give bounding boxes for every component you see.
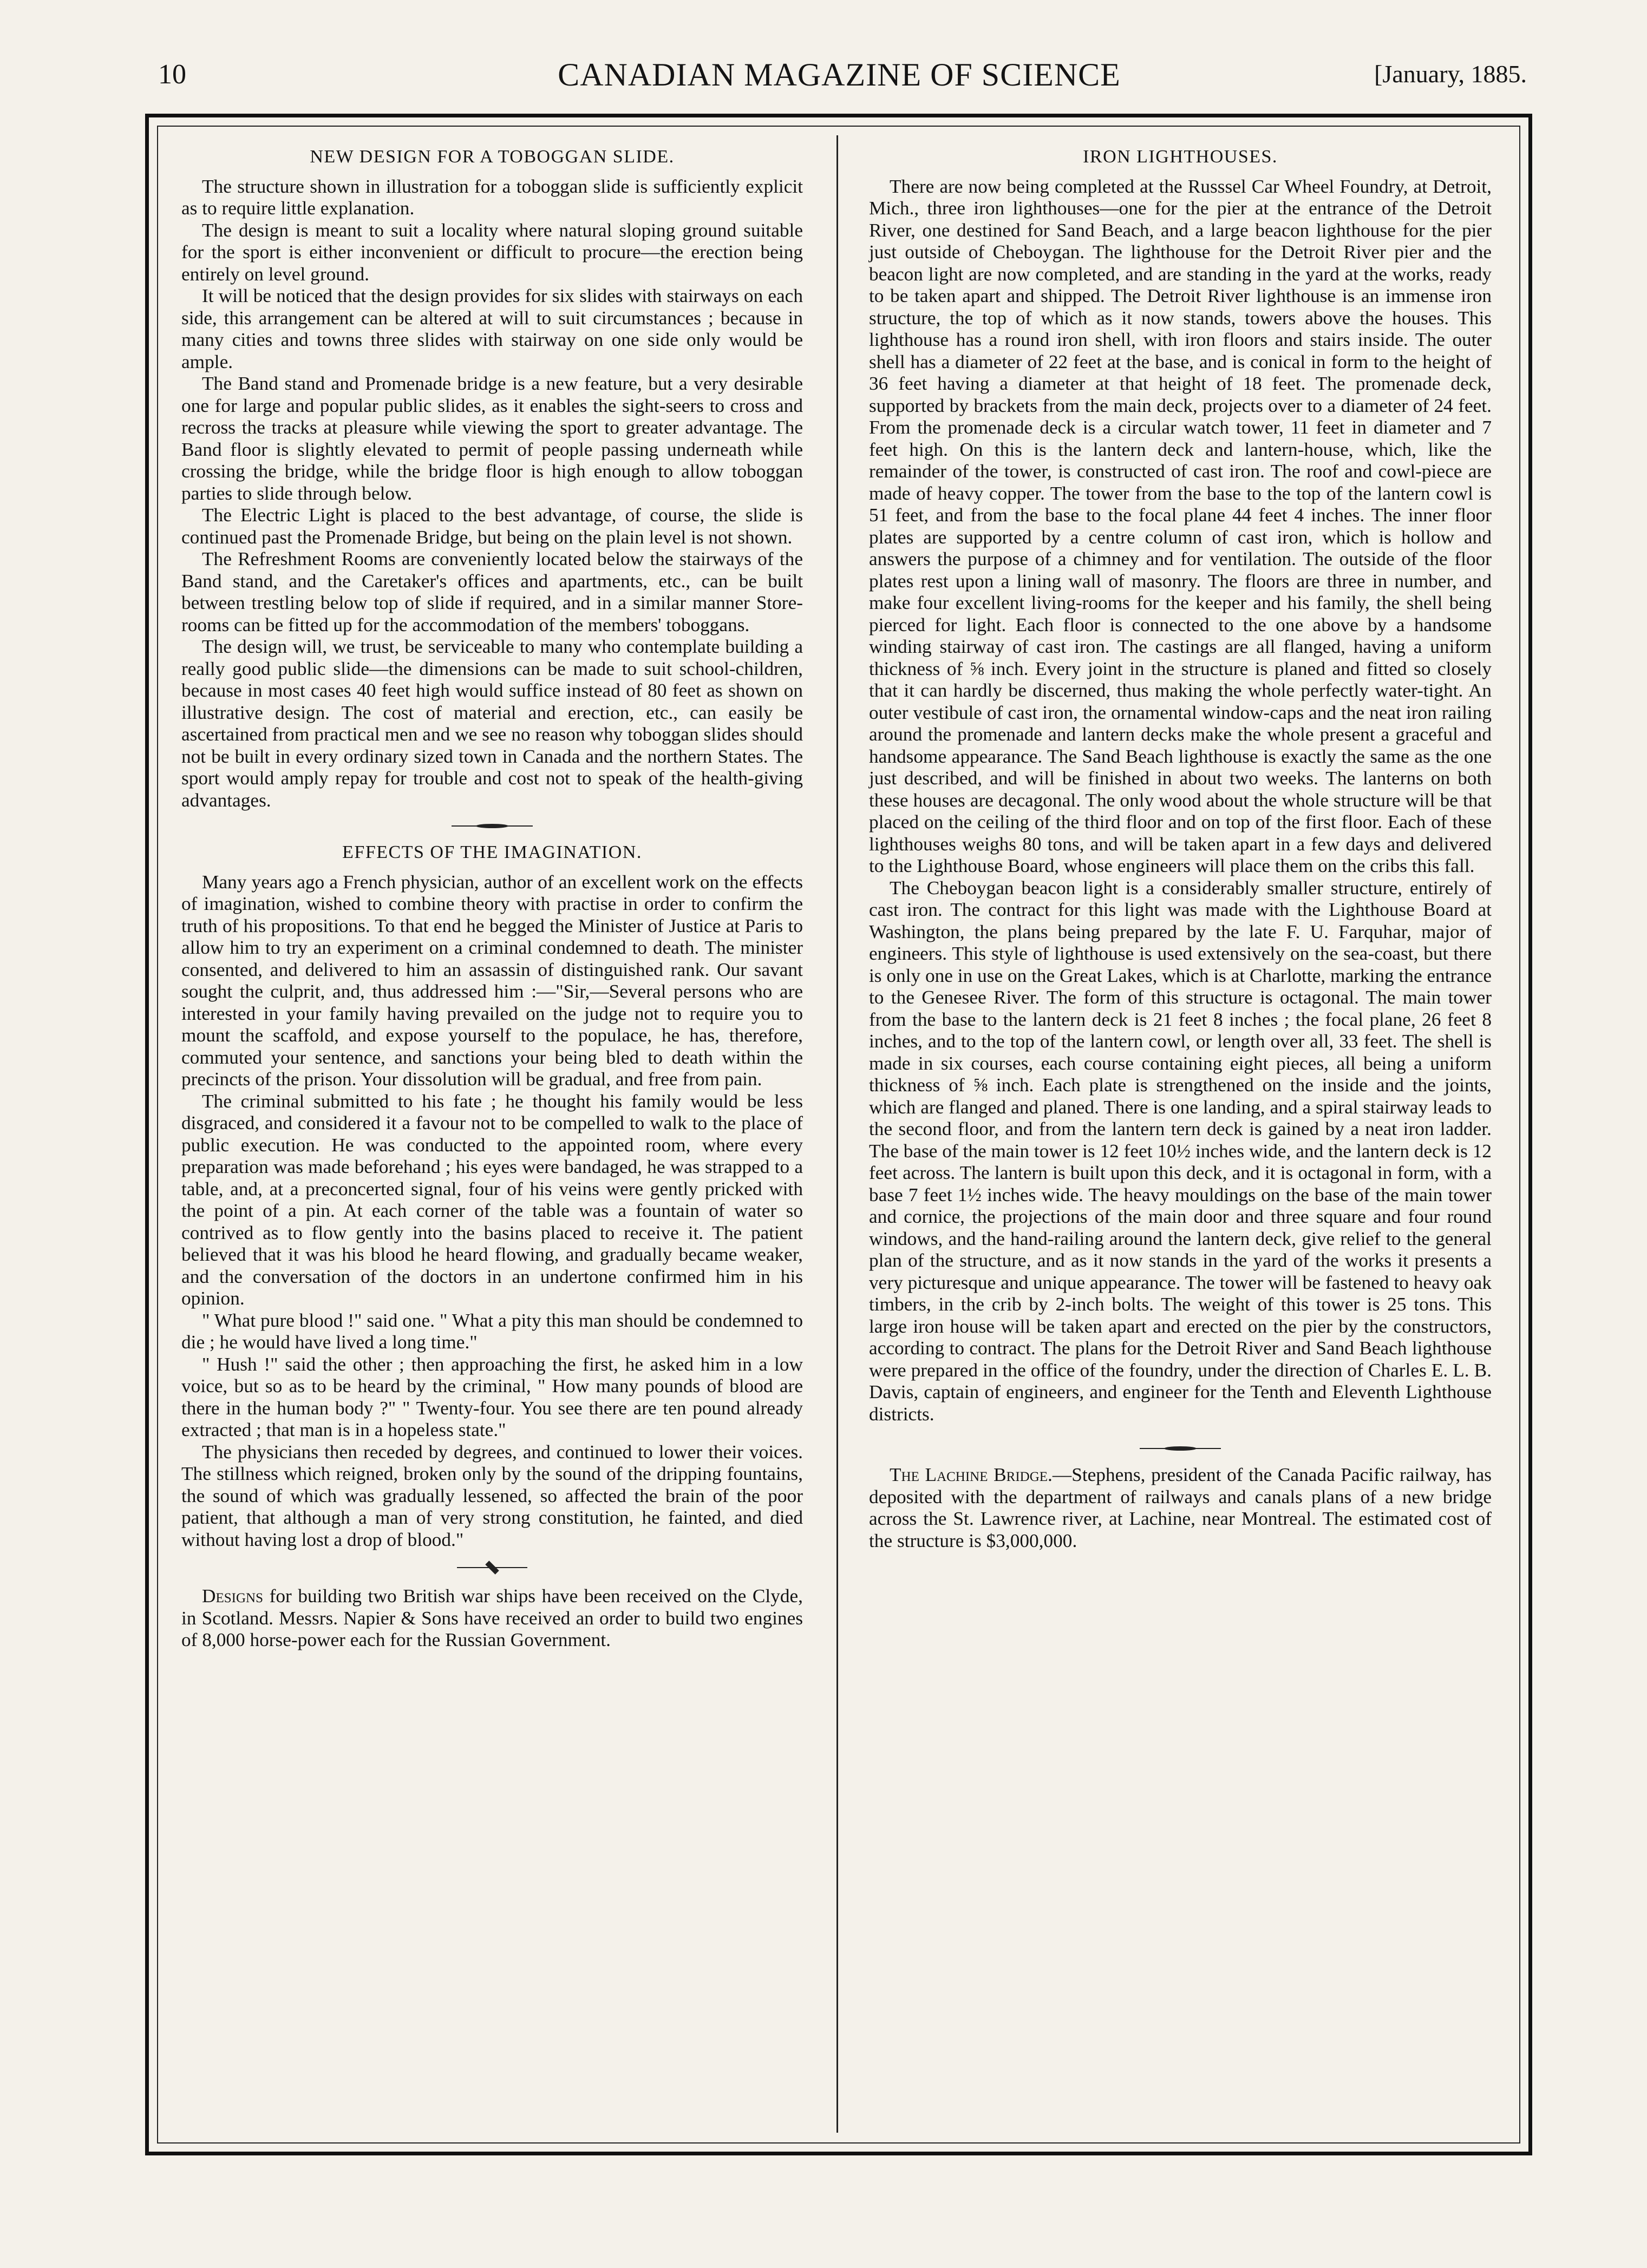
news-item bbox=[869, 1464, 1492, 1552]
news-item-text: for building two British war ships have been received on the Clyde, in Scotland. Messrs. Napier & Sons have received an order to build two engines of 8,000 horse-power each for the Russian Government. bbox=[181, 1585, 803, 1650]
left-column bbox=[181, 146, 803, 1651]
article-title: IRON LIGHTHOUSES. bbox=[1083, 147, 1278, 167]
article-paragraph: The criminal submitted to his fate ; he thought his family would be less disgraced, and considered it a favour not to be compelled to walk to the place of public execution. He was conducted to the appointed room, where every preparation was made beforehand ; his eyes were bandaged, he was strapped to a table, and, at a preconcerted signal, four of his veins were gently pricked with the point of a pin. At each corner of the table was a fountain of water so contrived as to flow gently into the basins placed to receive it. The patient believed that it was his blood he heard flowing, and gradually became weaker, and the conversation of the doctors in an undertone confirmed him in his opinion. bbox=[181, 1090, 803, 1309]
right-column bbox=[869, 146, 1492, 1552]
article-paragraph: The Refreshment Rooms are conveniently located below the stairways of the Band stand, and the Caretaker's offices and apartments, etc., can be built between trestling below top of slide if required, and in a similar manner Store-rooms can be fitted up for the accommodation of the members' toboggans. bbox=[181, 548, 803, 635]
article-paragraph: Many years ago a French physician, author of an excellent work on the effects of imagination, wished to combine theory with practise in order to confirm the truth of his propositions. To that end he begged the Minister of Justice at Paris to allow him to try an experiment on a criminal condemned to death. The minister consented, and delivered to him an assassin of distinguished rank. Our savant sought the culprit, and, thus addressed him :—"Sir,—Several persons who are interested in your family having prevailed on the judge not to require you to mount the scaffold, and expose yourself to the populace, he has, therefore, commuted your sentence, and sanctions your being bled to death within the precincts of the prison. Your dissolution will be gradual, and free from pain. bbox=[181, 871, 803, 1090]
article-paragraph: The physicians then receded by degrees, and continued to lower their voices. The stillness which reigned, broken only by the sound of the dripping fountains, the sound of which was gradually lessened, so affected the brain of the poor patient, that although a man of very strong constitution, he fainted, and died without having lost a drop of blood." bbox=[181, 1441, 803, 1550]
news-item-text: —Stephens, president of the Canada Pacific railway, has deposited with the department of railways and canals plans of a new bridge across the St. Lawrence river, at Lachine, near Montreal. The estimated cost of the structure is $3,000,000. bbox=[869, 1464, 1492, 1551]
article-paragraph: The Electric Light is placed to the best advantage, of course, the slide is continued past the Promenade Bridge, but being on the plain level is not shown. bbox=[181, 504, 803, 548]
section-separator bbox=[1140, 1445, 1221, 1452]
article-paragraph: " Hush !" said the other ; then approaching the first, he asked him in a low voice, but so as to be heard by the criminal, " How many pounds of blood are there in the human body ?" " Twenty-four. You see there are ten pound already extracted ; that man is in a hopeless state." bbox=[181, 1353, 803, 1440]
article-paragraph: The design will, we trust, be serviceable to many who contemplate building a really good public slide—the dimensions can be made to suit school-children, because in most cases 40 feet high would suffice instead of 80 feet as shown on illustrative design. The cost of material and erection, etc., can easily be ascertained from practical men and we see no reason why toboggan slides should not be built in every ordinary sized town in Canada and the northern States. The sport would amply repay for trouble and cost not to speak of the health-giving advantages. bbox=[181, 636, 803, 811]
article-paragraph: The design is meant to suit a locality where natural sloping ground suitable for the sport is either inconvenient or difficult to procure—the erection being entirely on level ground. bbox=[181, 219, 803, 285]
article-title: NEW DESIGN FOR A TOBOGGAN SLIDE. bbox=[310, 147, 675, 167]
section-separator bbox=[452, 822, 533, 830]
column-divider bbox=[836, 135, 838, 2133]
article-title: EFFECTS OF THE IMAGINATION. bbox=[342, 842, 642, 862]
article-paragraph: It will be noticed that the design provides for six slides with stairways on each side, this arrangement can be altered at will to suit circumstances ; because in many cities and towns three slides with stairway on one side only would be ample. bbox=[181, 285, 803, 372]
article-paragraph: The Band stand and Promenade bridge is a new feature, but a very desirable one for large and popular public slides, as it enables the sight-seers to cross and recross the tracks at pleasure while viewing the sport to greater advantage. The Band floor is slightly elevated to permit of people passing underneath while crossing the bridge, while the bridge floor is high enough to allow toboggan parties to slide through below. bbox=[181, 373, 803, 504]
article-paragraph: " What pure blood !" said one. " What a pity this man should be condemned to die ; he would have lived a long time." bbox=[181, 1309, 803, 1353]
article-paragraph: The structure shown in illustration for a toboggan slide is sufficiently explicit as to require little explanation. bbox=[181, 175, 803, 219]
section-separator bbox=[457, 1564, 527, 1571]
magazine-title: CANADIAN MAGAZINE OF SCIENCE bbox=[558, 57, 1121, 93]
news-item-lead: The Lachine Bridge. bbox=[890, 1464, 1053, 1485]
article-paragraph: There are now being completed at the Russsel Car Wheel Foundry, at Detroit, Mich., three iron lighthouses—one for the pier at the entrance of the Detroit River, one destined for Sand Beach, and a large beacon lighthouse for the pier just outside of Cheboygan. The lighthouse for the Detroit River pier and the beacon light are now completed, and are standing in the yard at the works, ready to be taken apart and shipped. The Detroit River lighthouse is an immense iron structure, the top of which as it now stands, towers above the houses. This lighthouse has a round iron shell, with iron floors and stairs inside. The outer shell has a diameter of 22 feet at the base, and is conical in form to the height of 36 feet having a diameter at that height of 18 feet. The promenade deck, supported by brackets from the main deck, projects over to a diameter of 24 feet. From the promenade deck is a circular watch tower, 11 feet in diameter and 7 feet high. On this is the lantern deck and lantern-house, which, like the remainder of the tower, is constructed of cast iron. The roof and cowl-piece are made of heavy copper. The tower from the base to the top of the lantern cowl is 51 feet, and from the base to the focal plane 44 feet 4 inches. The inner floor plates are supported by a centre column of cast iron, which is hollow and answers the purpose of a chimney and for ventilation. The outside of the floor plates rest upon a lining wall of masonry. The floors are three in number, and make four excellent living-rooms for the keeper and his family, the shell being pierced for light. Each floor is connected to the one above by a handsome winding stairway of cast iron. The castings are all flanged, having a uniform thickness of ⅝ inch. Every joint in the structure is planed and fitted so closely that it can hardly be discerned, thus making the whole perfectly water-tight. An outer vestibule of cast iron, the ornamental window-caps and the neat iron railing around the promenade and lantern decks make the whole present a graceful and handsome appearance. The Sand Beach lighthouse is exactly the same as the one just described, and will be finished in about two weeks. The lanterns on both these houses are decagonal. The only wood about the whole structure will be that placed on the ceiling of the third floor and on top of the first floor. Each of these lighthouses weighs 80 tons, and will be taken apart in a few days and delivered to the Lighthouse Board, whose engineers will place them on the cribs this fall. bbox=[869, 175, 1492, 876]
issue-date: [January, 1885. bbox=[1374, 60, 1527, 88]
page-number: 10 bbox=[158, 59, 186, 90]
news-item bbox=[181, 1585, 803, 1651]
news-item-lead: Designs bbox=[202, 1585, 264, 1607]
article-paragraph: The Cheboygan beacon light is a considerably smaller structure, entirely of cast iron. The contract for this light was made with the Lighthouse Board at Washington, the plans being prepared by the late F. U. Farquhar, major of engineers. This style of lighthouse is used extensively on the sea-coast, but there is only one in use on the Great Lakes, which is at Charlotte, marking the entrance to the Genesee River. The form of this structure is octagonal. The main tower from the base to the lantern deck is 21 feet 8 inches ; the focal plane, 26 feet 8 inches, and to the top of the lantern cowl, or length over all, 33 feet. The shell is made in six courses, each course containing eight pieces, all being a uniform thickness of ⅝ inch. Each plate is strengthened on the inside and the joints, which are flanged and planed. There is one landing, and a spiral stairway leads to the second floor, and from the lantern tern deck is gained by a neat iron ladder. The base of the main tower is 12 feet 10½ inches wide, and the lantern deck is 12 feet across. The lantern is built upon this deck, and it is octagonal in form, with a base 7 feet 1½ inches wide. The heavy mouldings on the base of the main tower and cornice, the projections of the main door and three square and four round windows, and the hand-railing around the lantern deck, give relief to the general plan of the structure, and as it now stands in the yard of the works it presents a very picturesque and unique appearance. The tower will be fastened to heavy oak timbers, in the crib by 2-inch bolts. The weight of this tower is 25 tons. This large iron house will be taken apart and erected on the pier by the constructors, according to contract. The plans for the Detroit River and Sand Beach lighthouse were prepared in the office of the foundry, under the direction of Charles E. L. B. Davis, captain of engineers, and engineer for the Tenth and Eleventh Lighthouse districts. bbox=[869, 877, 1492, 1425]
page-header bbox=[146, 54, 1532, 103]
